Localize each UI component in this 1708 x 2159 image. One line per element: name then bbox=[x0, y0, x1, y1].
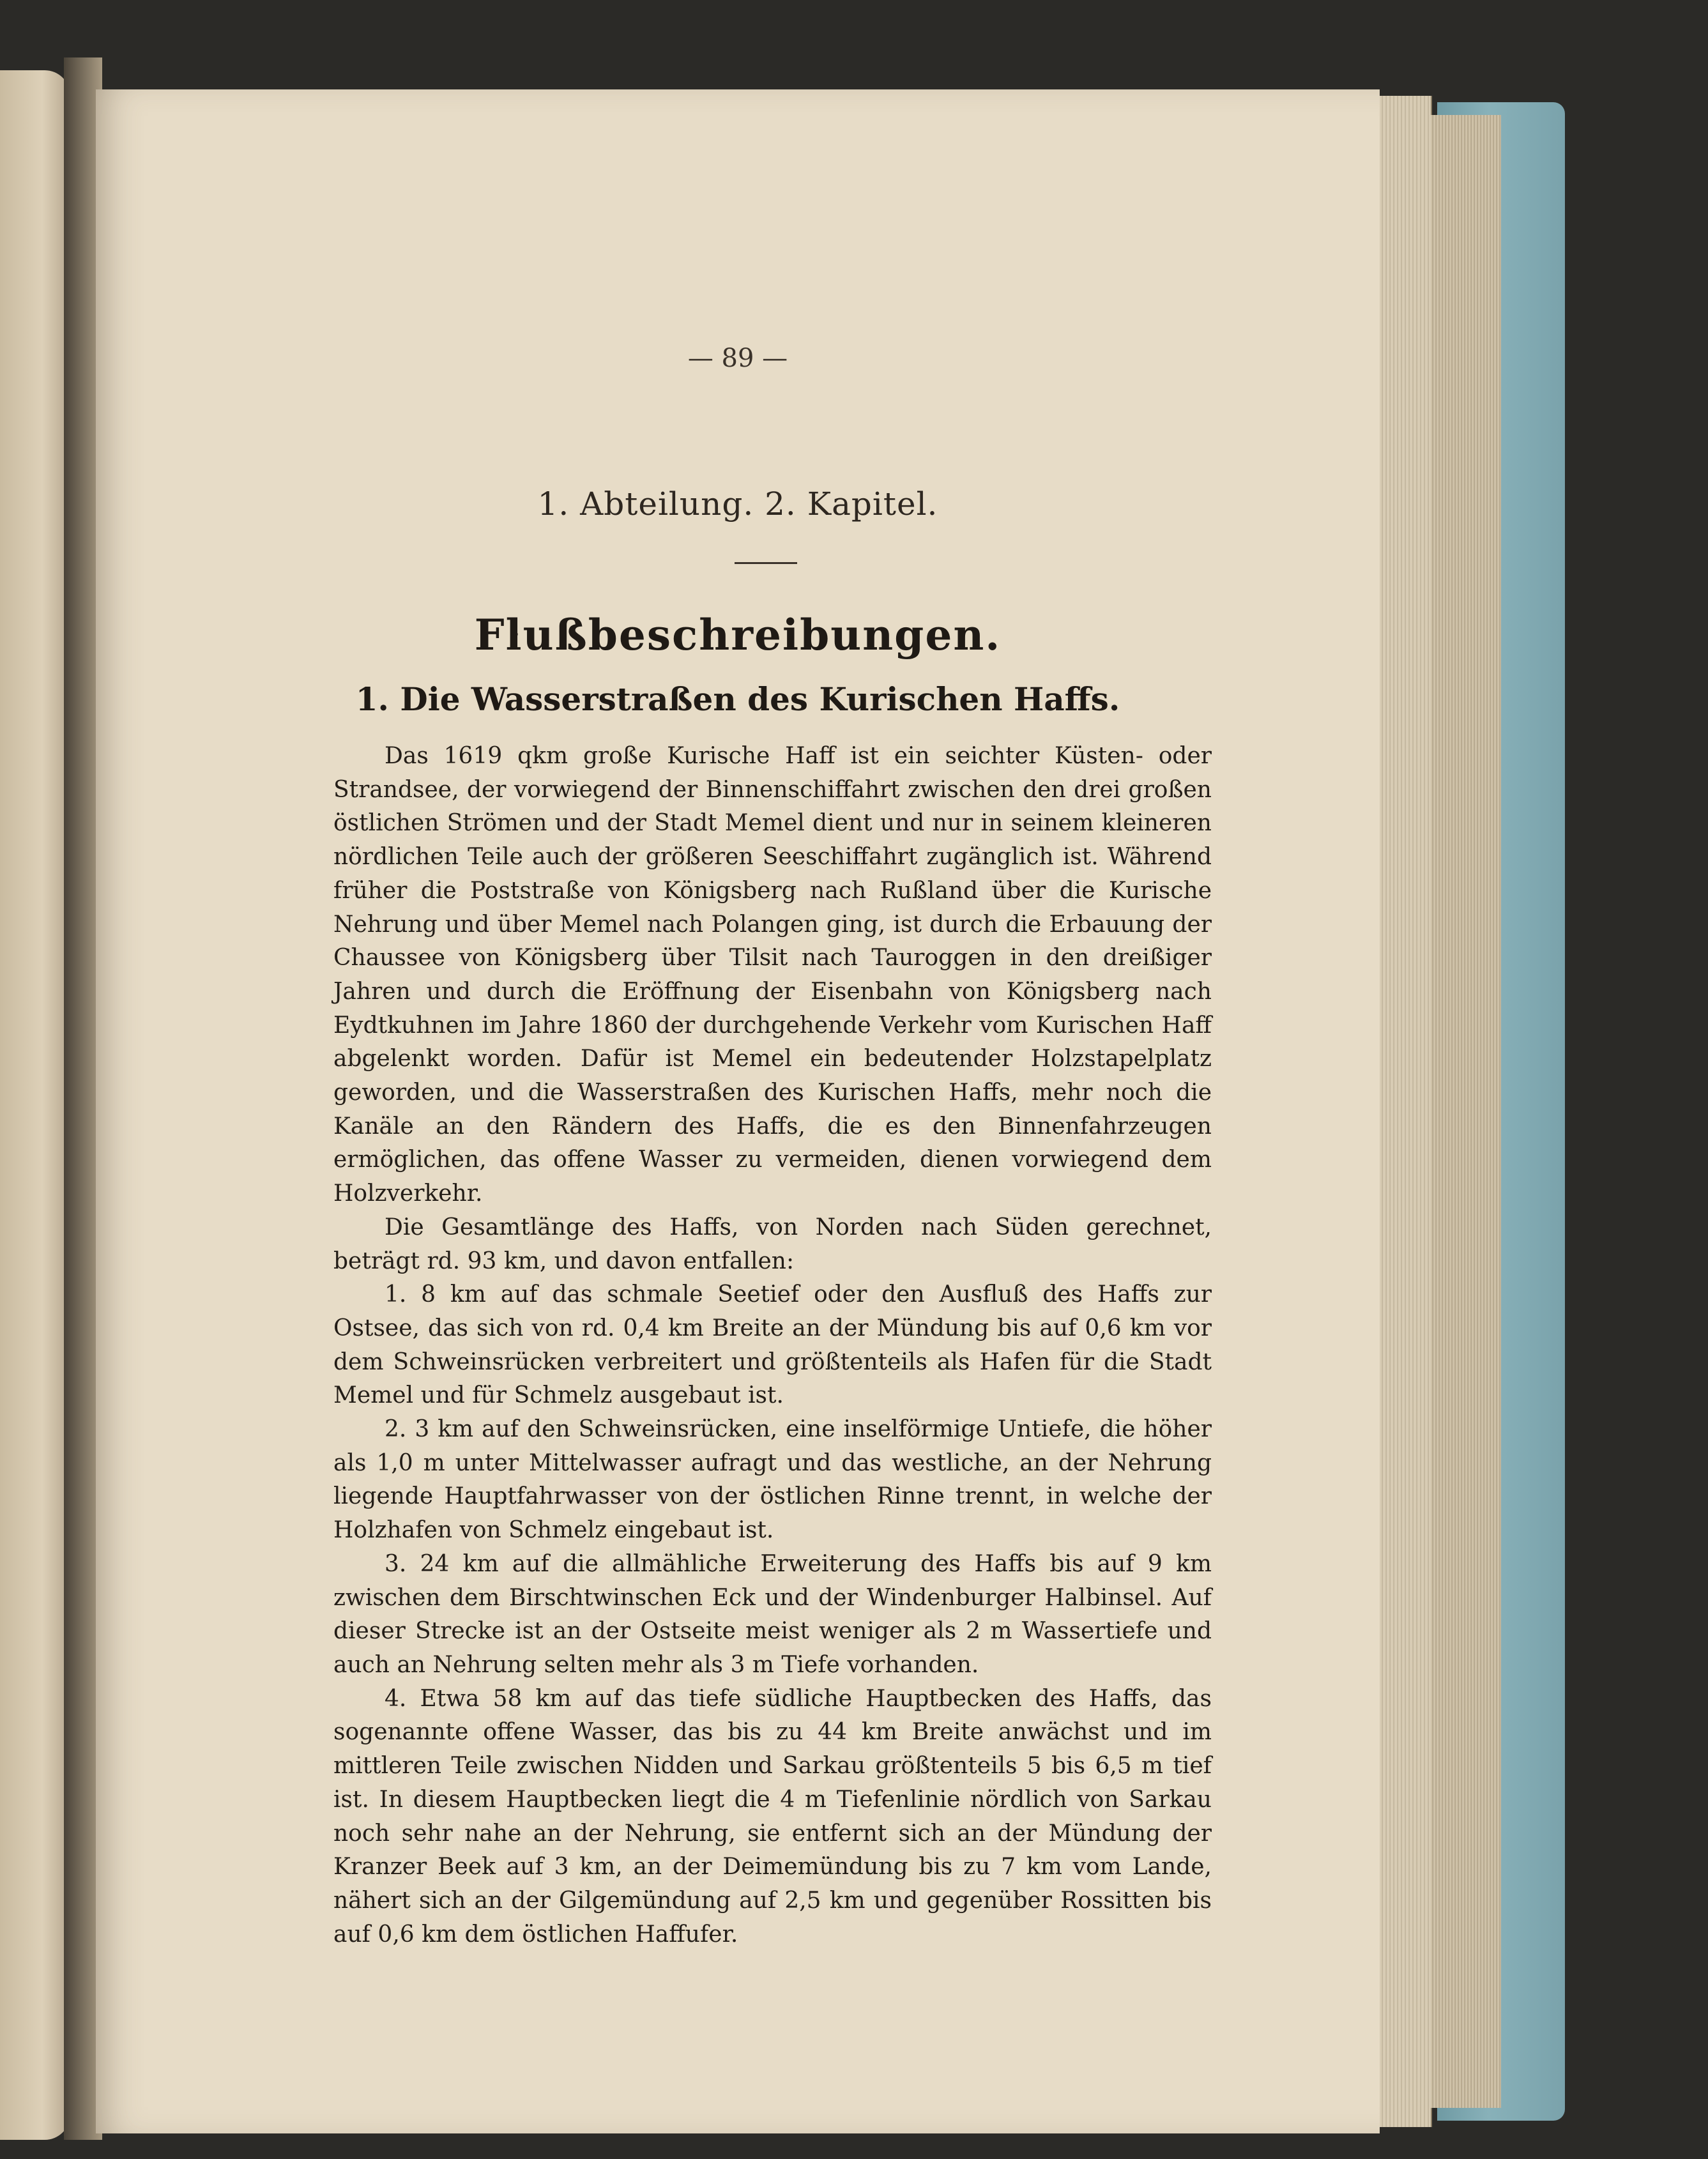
paragraph: Das 1619 qkm große Kurische Haff ist ein seichter Küsten- oder Strandsee, der vorwiegend der Binnenschiffahrt zwischen den drei großen östlichen Strömen und der Stadt Memel dient und nur in seinem kleineren nördlichen Teile auch der größeren Seeschiffahrt zugänglich ist. Während früher die Poststraße von Königsberg nach Rußland über die Kurische Nehrung und über Memel nach Polangen ging, ist durch die Erbauung der Chaussee von Königsberg über Tilsit nach Tauroggen in den dreißiger Jahren und durch die Eröffnung der Eisenbahn von Königsberg nach Eydtkuhnen im Jahre 1860 der durchgehende Verkehr vom Kurischen Haff abgelenkt worden. Dafür ist Memel ein bedeutender Holzstapelplatz geworden, und die Wasserstraßen des Kurischen Haffs, mehr noch die Kanäle an den Rändern des Haffs, die es den Binnenfahrzeugen ermöglichen, das offene Wasser zu vermeiden, dienen vorwiegend dem Holzverkehr. bbox=[333, 743, 1212, 1207]
paragraph: 4. Etwa 58 km auf das tiefe südliche Hauptbecken des Haffs, das sogenannte offene Wasser, das bis zu 44 km Breite anwächst und im mittleren Teile zwischen Nidden und Sarkau größtenteils 5 bis 6,5 m tief ist. In diesem Hauptbecken liegt die 4 m Tiefenlinie nördlich von Sarkau noch sehr nahe an der Nehrung, sie entfernt sich an der Mündung der Kranzer Beek auf 3 km, an der Deimemündung bis zu 7 km vom Lande, nähert sich an der Gilgemündung auf 2,5 km und gegenüber Rossitten bis auf 0,6 km dem östlichen Haffufer. bbox=[333, 1685, 1212, 1948]
main-title: Flußbeschreibungen. bbox=[474, 610, 1002, 660]
left-page-edge bbox=[0, 70, 70, 2140]
page-block-edge bbox=[1431, 115, 1501, 2108]
section-title: 1. Die Wasserstraßen des Kurischen Haffs. bbox=[355, 680, 1120, 718]
page-stack-edge bbox=[1380, 96, 1432, 2127]
paragraph: 2. 3 km auf den Schweinsrücken, eine inselförmige Untiefe, die höher als 1,0 m unter Mittelwasser aufragt und das westliche, an der Nehrung liegende Hauptfahrwasser von der östlichen Rinne trennt, in welche der Holzhafen von Schmelz eingebaut ist. bbox=[333, 1416, 1212, 1544]
page-number: — 89 — bbox=[687, 344, 788, 373]
body-text bbox=[333, 740, 1212, 1951]
divider-rule bbox=[735, 562, 797, 564]
paragraph: Die Gesamtlänge des Haffs, von Norden nach Süden gerechnet, beträgt rd. 93 km, und davon entfallen: bbox=[333, 1214, 1212, 1274]
chapter-heading: 1. Abteilung. 2. Kapitel. bbox=[537, 485, 938, 523]
paragraph: 1. 8 km auf das schmale Seetief oder den Ausfluß des Haffs zur Ostsee, das sich von rd. 0,4 km Breite an der Mündung bis auf 0,6 km vor dem Schweinsrücken verbreitert und größtenteils als Hafen für die Stadt Memel und für Schmelz ausgebaut ist. bbox=[333, 1281, 1212, 1409]
book-page bbox=[96, 89, 1380, 2133]
paragraph: 3. 24 km auf die allmähliche Erweiterung des Haffs bis auf 9 km zwischen dem Birschtwinschen Eck und der Windenburger Halbinsel. Auf dieser Strecke ist an der Ostseite meist weniger als 2 m Wassertiefe und auch an Nehrung selten mehr als 3 m Tiefe vorhanden. bbox=[333, 1550, 1212, 1678]
